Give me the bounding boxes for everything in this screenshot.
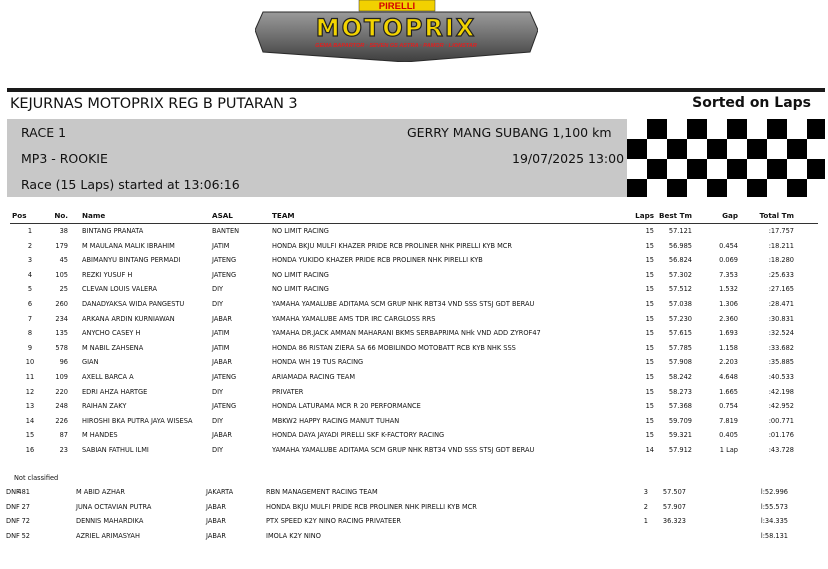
cell-pos: 9 (27, 343, 33, 352)
race-info-panel (7, 119, 825, 197)
cell-best: 57.615 (668, 329, 692, 338)
cell-asal: JATENG (212, 256, 237, 265)
cell-best: 57.912 (668, 445, 692, 454)
cell-best: 57.230 (668, 314, 692, 323)
cell-asal: JATIM (212, 343, 230, 352)
cell-team: HONDA DAYA JAYADI PIRELLI SKF K-FACTORY RACING (272, 431, 445, 440)
cell-best: 59.321 (668, 431, 692, 440)
cell-no: 226 (55, 416, 68, 425)
cell-team: MBKW2 HAPPY RACING MANUT TUHAN (272, 416, 400, 425)
checker-square (647, 139, 667, 159)
cell-total: :00.771 (768, 416, 794, 425)
checker-square (747, 179, 767, 197)
race-datetime: 19/07/2025 13:00 (512, 151, 625, 166)
cell-name: HIROSHI BKA PUTRA JAYA WISESA (82, 416, 193, 425)
col-total: Total Tm (759, 211, 794, 220)
sponsor-strip: GEMA BAPARTOR · SEVEN GS ASTRA · PAMOR · LIONSTAR (315, 43, 477, 49)
cell-best: 36.323 (662, 517, 686, 526)
table-row (10, 370, 818, 385)
checker-square (687, 139, 707, 159)
cell-name: BINTANG PRANATA (82, 227, 144, 235)
table-row (10, 341, 818, 356)
cell-pos: DNF (6, 502, 20, 511)
table-row (10, 268, 818, 283)
col-no: No. (54, 211, 68, 220)
cell-team: YAMAHA YAMALUBE ADITAMA SCM GRUP NHK RBT34 VND SSS STSJ GDT BERAU (272, 445, 535, 454)
table-row (10, 385, 818, 400)
checker-square (727, 159, 747, 179)
cell-name: DANADYAKSA WIDA PANGESTU (82, 299, 185, 308)
checker-square (727, 119, 747, 139)
cell-pos: 12 (25, 387, 35, 396)
checker-square (707, 119, 727, 139)
cell-total: :28.471 (768, 299, 794, 308)
checker-square (647, 159, 667, 179)
col-best: Best Tm (659, 211, 692, 220)
cell-gap: 0.454 (719, 241, 738, 250)
circuit-name: GERRY MANG SUBANG 1,100 km (407, 125, 612, 140)
table-row (10, 282, 818, 297)
cell-laps: 15 (645, 256, 654, 265)
cell-no: 25 (59, 285, 68, 294)
cell-asal: JATIM (212, 241, 230, 250)
cell-total: :27.165 (768, 285, 794, 294)
cell-laps: 15 (645, 358, 654, 367)
cell-gap: 2.360 (719, 314, 738, 323)
cell-no: 109 (55, 372, 68, 381)
cell-name: EDRI AHZA HARTGE (82, 387, 148, 396)
cell-pos: 3 (27, 256, 33, 265)
cell-laps: 15 (645, 402, 654, 411)
cell-best: 57.507 (662, 488, 686, 496)
cell-pos: 14 (25, 416, 35, 425)
cell-no: 27 (21, 502, 30, 511)
cell-gap: 1 Lap (719, 445, 738, 454)
checker-square (707, 179, 727, 197)
dnf-row (4, 500, 818, 515)
cell-total: :18.280 (768, 256, 794, 265)
cell-pos: 5 (27, 285, 33, 294)
sorted-label: Sorted on Laps (692, 95, 811, 111)
cell-total: l:58.131 (760, 531, 788, 540)
cell-no: 135 (55, 329, 68, 338)
checker-square (647, 179, 667, 197)
table-row (10, 312, 818, 327)
cell-total: :01.176 (768, 431, 794, 440)
table-row (10, 239, 818, 254)
cell-laps: 1 (643, 517, 648, 526)
cell-team: PRIVATER (272, 387, 304, 396)
checker-square (807, 119, 825, 139)
cell-pos: DNF (6, 488, 20, 496)
cell-team: HONDA BKJU MULFI KHAZER PRIDE RCB PROLINER NHK PIRELLI KYB MCR (272, 241, 512, 250)
col-team: TEAM (272, 211, 295, 220)
cell-pos: 11 (25, 372, 35, 381)
cell-asal: DIY (212, 285, 224, 294)
cell-laps: 15 (645, 227, 654, 235)
checker-square (807, 139, 825, 159)
cell-asal: JABAR (206, 517, 226, 526)
checker-square (667, 139, 687, 159)
pirelli-wordmark: PIRELLI (378, 1, 416, 12)
col-name: Name (82, 211, 106, 220)
cell-asal: JABAR (212, 358, 232, 367)
cell-name: CLEVAN LOUIS VALERA (82, 285, 158, 294)
cell-no: 105 (55, 270, 68, 279)
table-row (10, 399, 818, 414)
cell-total: :40.533 (768, 372, 794, 381)
cell-pos: 1 (27, 227, 33, 235)
cell-name: AZRIEL ARIMASYAH (76, 531, 140, 540)
cell-laps: 15 (645, 343, 654, 352)
cell-best: 57.512 (668, 285, 692, 294)
checker-square (727, 139, 747, 159)
cell-best: 57.302 (668, 270, 692, 279)
cell-name: RAIHAN ZAKY (82, 402, 127, 411)
cell-total: :30.831 (768, 314, 794, 323)
cell-gap: 1.532 (719, 285, 738, 294)
cell-team: IMOLA K2Y NINO (266, 531, 321, 540)
race-start-info: Race (15 Laps) started at 13:06:16 (21, 177, 240, 192)
cell-laps: 15 (645, 299, 654, 308)
cell-name: SABIAN FATHUL ILMI (82, 445, 149, 454)
cell-asal: JATIM (212, 329, 230, 338)
cell-best: 57.038 (668, 299, 692, 308)
dnf-row (4, 529, 818, 544)
cell-total: :33.682 (768, 343, 794, 352)
cell-name: ANYCHO CASEY H (82, 329, 141, 338)
results-body (10, 224, 818, 458)
cell-no: 87 (59, 431, 68, 440)
cell-asal: DIY (212, 387, 224, 396)
cell-pos: 16 (25, 445, 35, 454)
cell-name: ABIMANYU BINTANG PERMADI (82, 256, 181, 265)
cell-total: :32.524 (768, 329, 794, 338)
cell-total: l:34.335 (760, 517, 788, 526)
cell-team: YAMAHA DR.JACK AMMAN MAHARANI BKMS SERBAPRIMA NHk VND ADD ZYROF47 (272, 329, 541, 338)
col-asal: ASAL (212, 211, 233, 220)
cell-pos: 7 (27, 314, 33, 323)
checker-square (787, 159, 807, 179)
checker-square (787, 139, 807, 159)
cell-no: 96 (59, 358, 68, 367)
table-row (10, 297, 818, 312)
cell-laps: 15 (645, 416, 654, 425)
cell-team: HONDA YUKIDO KHAZER PRIDE RCB PROLINER NHK PIRELLI KYB (272, 256, 483, 265)
header-rule (7, 88, 825, 92)
cell-asal: JABAR (212, 314, 232, 323)
cell-laps: 15 (645, 387, 654, 396)
cell-best: 57.785 (668, 343, 692, 352)
checker-square (627, 179, 647, 197)
cell-no: 220 (55, 387, 68, 396)
cell-laps: 15 (645, 431, 654, 440)
cell-total: :42.198 (768, 387, 794, 396)
cell-laps: 15 (645, 270, 654, 279)
dnf-row (4, 514, 818, 529)
checker-square (727, 179, 747, 197)
cell-pos: DNF (6, 517, 20, 526)
checker-square (667, 119, 687, 139)
cell-laps: 15 (645, 372, 654, 381)
cell-no: 179 (55, 241, 68, 250)
checker-square (747, 159, 767, 179)
cell-name: M HANDES (82, 431, 118, 440)
cell-asal: JATENG (212, 372, 237, 381)
checker-square (807, 179, 825, 197)
cell-pos: 6 (27, 299, 33, 308)
checker-square (767, 139, 787, 159)
cell-team: NO LIMIT RACING (272, 285, 329, 294)
cell-no: 45 (59, 256, 68, 265)
cell-name: GIAN (82, 358, 99, 367)
checker-square (687, 159, 707, 179)
cell-no: 481 (17, 488, 30, 496)
cell-total: l:55.573 (760, 502, 788, 511)
checker-square (707, 159, 727, 179)
cell-gap: 7.819 (719, 416, 738, 425)
cell-gap: 2.203 (719, 358, 738, 367)
cell-best: 57.121 (668, 227, 692, 235)
cell-asal: DIY (212, 416, 224, 425)
cell-pos: 15 (25, 431, 35, 440)
cell-total: :43.728 (768, 445, 794, 454)
cell-asal: DIY (212, 299, 224, 308)
checker-square (767, 179, 787, 197)
checker-square (627, 119, 647, 139)
checker-square (667, 159, 687, 179)
checker-square (767, 159, 787, 179)
checker-square (767, 119, 787, 139)
checker-square (707, 139, 727, 159)
cell-pos: 2 (27, 241, 33, 250)
cell-total: :35.885 (768, 358, 794, 367)
cell-team: HONDA BKJU MULFI PRIDE RCB PROLINER NHK PIRELLI KYB MCR (266, 502, 477, 511)
cell-gap: 1.306 (719, 299, 738, 308)
cell-asal: BANTEN (212, 227, 240, 235)
cell-name: REZKI YUSUF H (82, 270, 133, 279)
cell-name: M MAULANA MALIK IBRAHIM (82, 241, 175, 250)
cell-laps: 15 (645, 329, 654, 338)
race-name: RACE 1 (21, 125, 67, 140)
race-class: MP3 - ROOKIE (21, 151, 108, 166)
cell-asal: JABAR (212, 431, 232, 440)
cell-asal: JATENG (212, 402, 237, 411)
not-classified-table (4, 485, 818, 543)
cell-asal: JABAR (206, 502, 226, 511)
cell-pos: 8 (27, 329, 33, 338)
checkered-flag-icon (627, 119, 825, 197)
table-row (10, 253, 818, 268)
checker-square (747, 139, 767, 159)
cell-pos: 10 (25, 358, 35, 367)
cell-name: ARKANA ARDIN KURNIAWAN (82, 314, 175, 323)
cell-no: 72 (21, 517, 30, 526)
cell-name: M NABIL ZAHSENA (82, 343, 144, 352)
checker-square (647, 119, 667, 139)
cell-team: YAMAHA YAMALUBE ADITAMA SCM GRUP NHK RBT34 VND SSS STSJ GDT BERAU (272, 299, 535, 308)
cell-no: 23 (59, 445, 68, 454)
cell-no: 248 (55, 402, 68, 411)
cell-gap: 1.158 (719, 343, 738, 352)
motoprix-logo (255, 0, 538, 62)
cell-best: 57.907 (662, 502, 686, 511)
cell-gap: 4.648 (719, 372, 738, 381)
cell-best: 57.368 (668, 402, 692, 411)
cell-pos: 13 (25, 402, 35, 411)
cell-gap: 7.353 (719, 270, 738, 279)
table-row (10, 443, 818, 458)
cell-total: l:52.996 (760, 488, 788, 496)
cell-total: :25.633 (768, 270, 794, 279)
cell-team: HONDA LATURAMA MCR R 20 PERFORMANCE (272, 402, 421, 411)
title-bar (7, 93, 825, 115)
cell-pos: DNF (6, 531, 20, 540)
cell-best: 56.985 (668, 241, 692, 250)
cell-pos: 4 (27, 270, 33, 279)
cell-best: 56.824 (668, 256, 692, 265)
motoprix-wordmark: MOTOPRIX (315, 14, 477, 42)
checker-square (687, 119, 707, 139)
cell-best: 57.908 (668, 358, 692, 367)
event-title: KEJURNAS MOTOPRIX REG B PUTARAN 3 (10, 96, 298, 112)
cell-gap: 1.693 (719, 329, 738, 338)
table-row (10, 326, 818, 341)
cell-laps: 3 (643, 488, 648, 496)
cell-team: NO LIMIT RACING (272, 270, 329, 279)
col-laps: Laps (635, 211, 654, 220)
cell-no: 38 (59, 227, 68, 235)
cell-gap: 0.069 (719, 256, 738, 265)
cell-gap: 0.405 (719, 431, 738, 440)
cell-total: :17.757 (768, 227, 794, 235)
cell-team: HONDA WH 19 TUS RACING (272, 358, 364, 367)
table-header (10, 209, 818, 224)
cell-name: AXELL BARCA A (82, 372, 134, 381)
cell-laps: 14 (645, 445, 654, 454)
checker-square (667, 179, 687, 197)
cell-best: 59.709 (668, 416, 692, 425)
cell-team: ARIAMADA RACING TEAM (272, 372, 356, 381)
cell-laps: 15 (645, 314, 654, 323)
checker-square (687, 179, 707, 197)
cell-no: 260 (55, 299, 68, 308)
checker-square (627, 139, 647, 159)
cell-no: 52 (21, 531, 30, 540)
checker-square (787, 119, 807, 139)
checker-square (807, 159, 825, 179)
cell-best: 58.273 (668, 387, 692, 396)
cell-laps: 15 (645, 241, 654, 250)
table-row (10, 224, 818, 239)
cell-total: :18.211 (768, 241, 794, 250)
table-row (10, 355, 818, 370)
cell-asal: JATENG (212, 270, 237, 279)
checker-square (787, 179, 807, 197)
cell-best: 58.242 (668, 372, 692, 381)
cell-team: HONDA 86 RISTAN ZIERA SA 66 MOBILINDO MOTOBATT RCB KYB NHK SSS (272, 343, 516, 352)
cell-laps: 15 (645, 285, 654, 294)
table-row (10, 414, 818, 429)
cell-name: M ABID AZHAR (76, 488, 126, 496)
cell-gap: 0.754 (719, 402, 738, 411)
table-row (10, 428, 818, 443)
cell-gap: 1.665 (719, 387, 738, 396)
cell-asal: JABAR (206, 531, 226, 540)
col-gap: Gap (722, 211, 738, 220)
cell-name: JUNA OCTAVIAN PUTRA (76, 502, 152, 511)
cell-asal: JAKARTA (206, 488, 234, 496)
cell-asal: DIY (212, 445, 224, 454)
cell-team: RBN MANAGEMENT RACING TEAM (266, 488, 378, 496)
checker-square (627, 159, 647, 179)
cell-no: 234 (55, 314, 68, 323)
col-pos: Pos (12, 211, 27, 220)
cell-total: :42.952 (768, 402, 794, 411)
cell-team: NO LIMIT RACING (272, 227, 329, 235)
cell-no: 578 (55, 343, 68, 352)
cell-team: YAMAHA YAMALUBE AMS TDR IRC CARGLOSS RRS (272, 314, 436, 323)
results-table (10, 209, 818, 458)
dnf-row (4, 485, 818, 500)
checker-square (747, 119, 767, 139)
not-classified-label: Not classified (14, 474, 59, 482)
cell-name: DENNIS MAHARDIKA (76, 517, 144, 526)
cell-team: PTX SPEED K2Y NINO RACING PRIVATEER (266, 517, 401, 526)
cell-laps: 2 (643, 502, 648, 511)
